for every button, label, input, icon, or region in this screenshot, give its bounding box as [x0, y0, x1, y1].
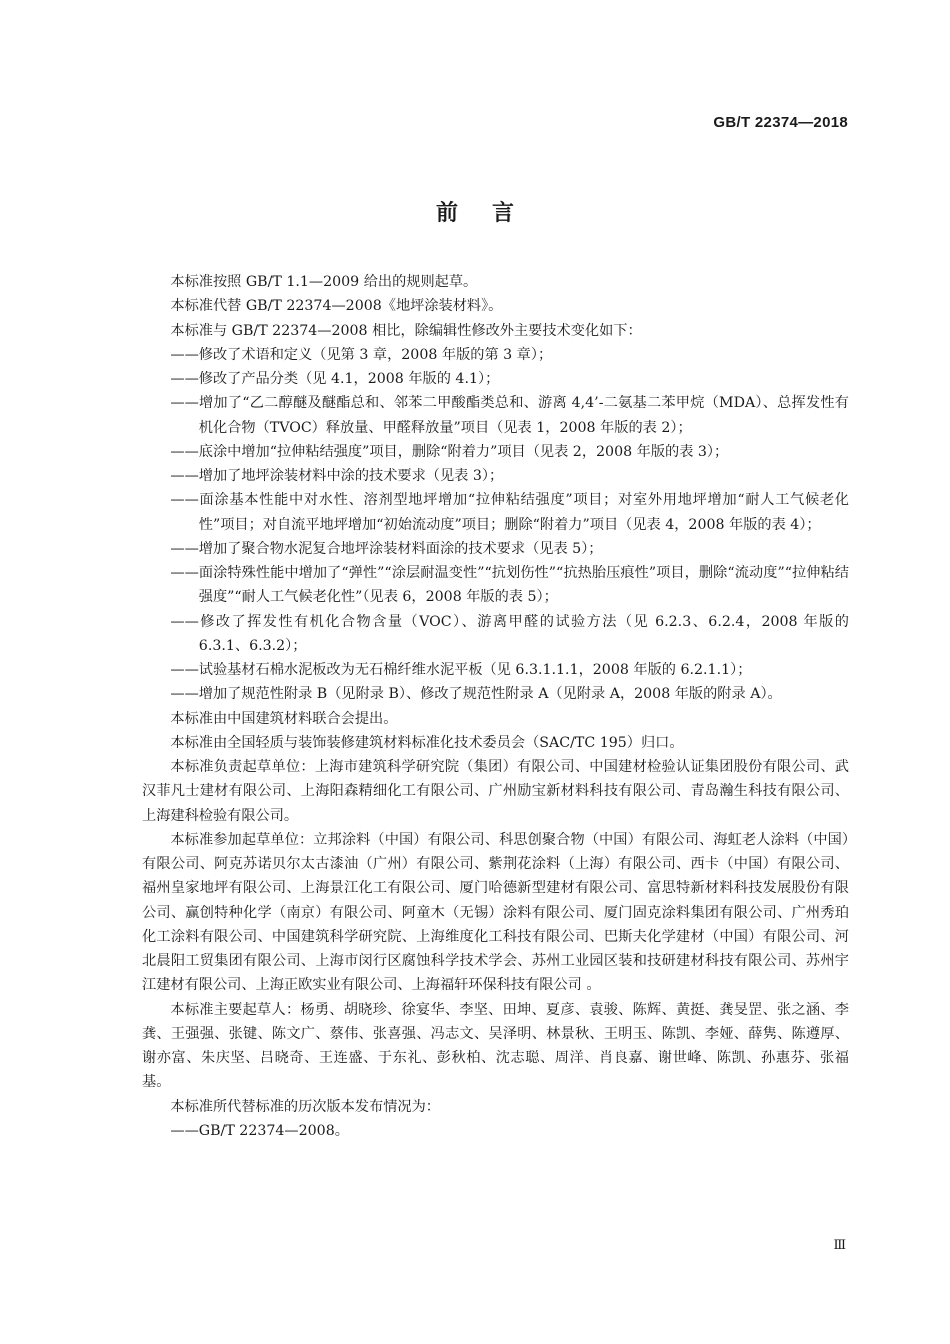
change-item: ——底涂中增加“拉伸粘结强度”项目，删除“附着力”项目（见表 2，2008 年版的表 3）； — [170, 443, 729, 460]
history-item: ——GB/T 22374—2008。 — [170, 1122, 349, 1139]
change-item: ——增加了“乙二醇醚及醚酯总和、邻苯二甲酸酯类总和、游离 4,4’-二氨基二苯甲烷（MDA）、总挥发性有机化合物（TVOC）释放量、甲醛释放量”项目（见表 1，2008 年版的表 2）； — [170, 395, 849, 436]
drafters: 本标准主要起草人：杨勇、胡晓珍、徐宴华、李坚、田坤、夏彦、袁骏、陈辉、黄挺、龚旻罡、张之涵、李龚、王强强、张键、陈文广、蔡伟、张喜强、冯志文、吴泽明、林景秋、王明玉、陈凯、李娅、薛隽、陈遵厚、谢亦富、朱庆坚、吕晓奇、王连盛、于东礼、彭秋柏、沈志聪、周洋、肖良嘉、谢世峰、陈凯、孙惠芬、张福基。 — [142, 1001, 849, 1091]
change-item: ——面涂特殊性能中增加了“弹性”“涂层耐温变性”“抗划伤性”“抗热胎压痕性”项目，删除“流动度”“拉伸粘结强度”“耐人工气候老化性”（见表 6，2008 年版的表 5）； — [170, 565, 849, 606]
page-number: Ⅲ — [833, 1238, 846, 1253]
drafting-units-main: 本标准负责起草单位：上海市建筑科学研究院（集团）有限公司、中国建材检验认证集团股份有限公司、武汉菲凡士建材有限公司、上海阳森精细化工有限公司、广州励宝新材料科技有限公司、青岛瀚生科技有限公司、上海建科检验有限公司。 — [142, 759, 849, 824]
history-intro: 本标准所代替标准的历次版本发布情况为： — [170, 1098, 440, 1115]
change-item: ——修改了挥发性有机化合物含量（VOC）、游离甲醛的试验方法（见 6.2.3、6.2.4，2008 年版的 6.3.1、6.3.2）； — [170, 613, 849, 654]
foreword-body — [142, 270, 849, 1143]
change-item: ——试验基材石棉水泥板改为无石棉纤维水泥平板（见 6.3.1.1.1，2008 年版的 6.2.1.1）； — [170, 662, 752, 678]
drafting-units-participating: 本标准参加起草单位：立邦涂料（中国）有限公司、科思创聚合物（中国）有限公司、海虹老人涂料（中国）有限公司、阿克苏诺贝尔太古漆油（广州）有限公司、紫荆花涂料（上海）有限公司、西卡（中国）有限公司、福州皇家地坪有限公司、上海景江化工有限公司、厦门哈德新型建材有限公司、富思特新材料科技发展股份有限公司、赢创特种化学（南京）有限公司、阿童木（无锡）涂料有限公司、厦门固克涂料集团有限公司、广州秀珀化工涂料有限公司、中国建筑科学研究院、上海维度化工科技有限公司、巴斯夫化学建材（中国）有限公司、河北晨阳工贸集团有限公司、上海市闵行区腐蚀科学技术学会、苏州工业园区装和技研建材科技有限公司、苏州宇江建材有限公司、上海正欧实业有限公司、上海福轩环保科技有限公司 。 — [142, 831, 849, 994]
change-item: ——修改了产品分类（见 4.1，2008 年版的 4.1）； — [170, 371, 500, 387]
intro-paragraph: 本标准按照 GB/T 1.1—2009 给出的规则起草。 — [170, 274, 478, 290]
change-item: ——增加了聚合物水泥复合地坪涂装材料面涂的技术要求（见表 5）； — [170, 540, 603, 557]
change-item: ——增加了规范性附录 B（见附录 B）、修改了规范性附录 A（见附录 A，2008 年版的附录 A）。 — [170, 686, 782, 703]
standard-number: GB/T 22374—2018 — [713, 114, 848, 131]
centralized-by: 本标准由全国轻质与装饰装修建筑材料标准化技术委员会（SAC/TC 195）归口。 — [170, 734, 684, 751]
page-title: 前言 — [435, 201, 548, 226]
intro-paragraph: 本标准代替 GB/T 22374—2008《地坪涂装材料》。 — [170, 298, 503, 315]
change-item: ——修改了术语和定义（见第 3 章，2008 年版的第 3 章）； — [170, 346, 553, 363]
change-item: ——增加了地坪涂装材料中涂的技术要求（见表 3）； — [170, 468, 504, 484]
change-item: ——面涂基本性能中对水性、溶剂型地坪增加“拉伸粘结强度”项目；对室外用地坪增加“耐人工气候老化性”项目；对自流平地坪增加“初始流动度”项目；删除“附着力”项目（见表 4，2008 年版的表 4）； — [170, 492, 849, 533]
intro-paragraph: 本标准与 GB/T 22374—2008 相比，除编辑性修改外主要技术变化如下： — [170, 322, 642, 339]
proposed-by: 本标准由中国建筑材料联合会提出。 — [170, 710, 398, 727]
